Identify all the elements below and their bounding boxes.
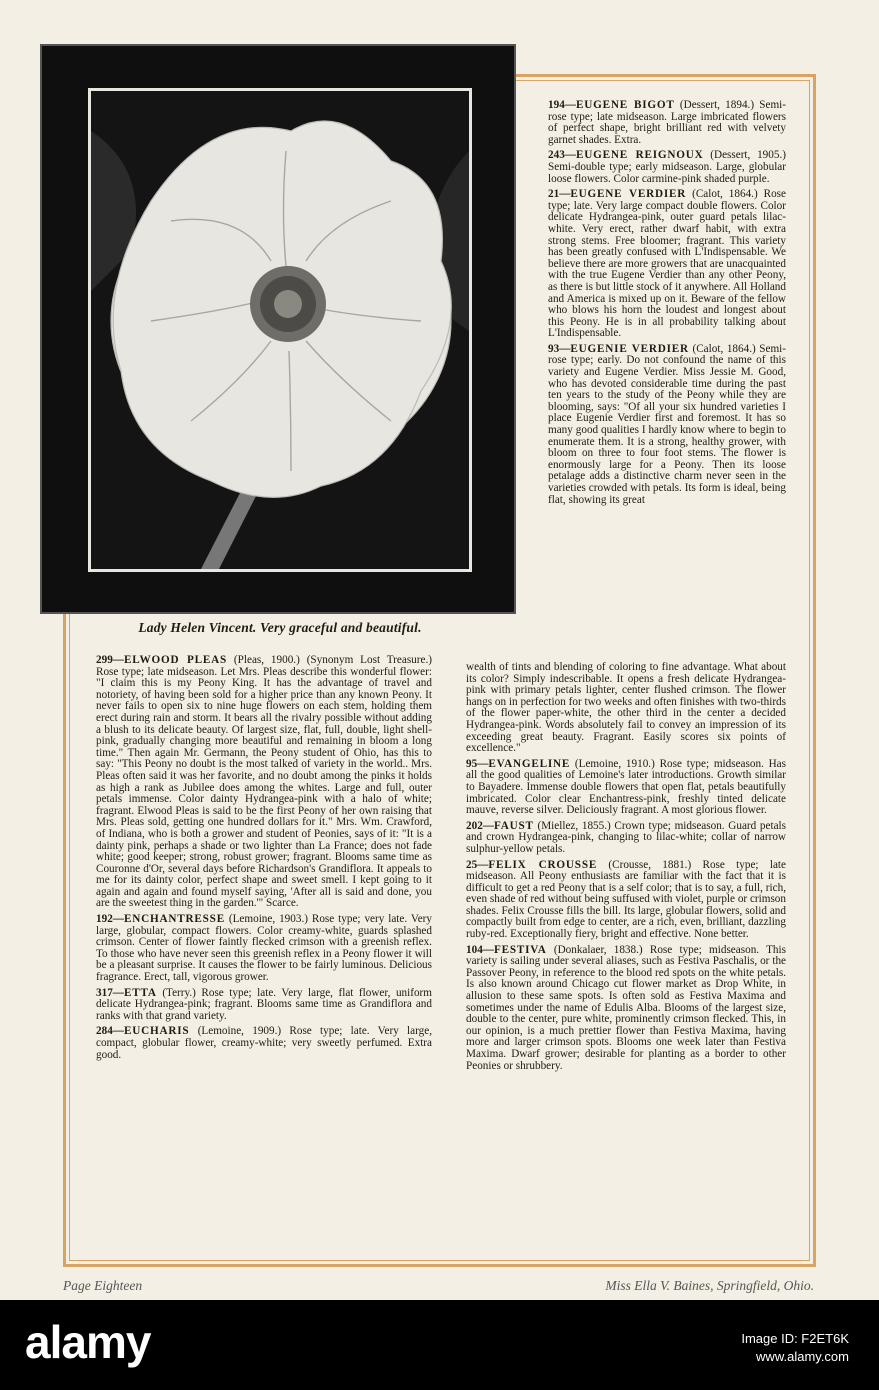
stock-image-info — [741, 1330, 849, 1366]
entry-enchantresse: 192—ENCHANTRESSE (Lemoine, 1903.) Rose type; very late. Very large, globular, compact flowers. Color creamy-white, guards splashed crimson. Center of flower faintly flecked crimson with a greenish reflex. To those who have never seen this greenish reflex in a Peony flower it will be a pleasant surprise. It causes the flower to be fairly luminous. Delicious fragrance. Erect, tall, vigorous grower. — [96, 913, 432, 984]
photo-caption: Lady Helen Vincent. Very graceful and beautiful. — [138, 620, 422, 635]
page-number: Page Eighteen — [63, 1278, 143, 1293]
stock-site: www.alamy.com — [756, 1349, 849, 1364]
right-column-bottom — [466, 662, 786, 1076]
entry-etta: 317—ETTA (Terry.) Rose type; late. Very large, flat flower, uniform delicate Hydrangea-pink; fragrant. Blooms same time as Grandiflora and ranks with that grand variety. — [96, 986, 432, 1022]
entry-eugene-reignoux: 243—EUGENE REIGNOUX (Dessert, 1905.) Semi-double type; early midseason. Large, globular loose flowers. Color carmine-pink shaded purple. — [548, 149, 786, 185]
entry-eucharis: 284—EUCHARIS (Lemoine, 1909.) Rose type; late. Very large, compact, globular flower, creamy-white; very sweetly perfumed. Extra good. — [96, 1025, 432, 1061]
right-column-top — [548, 100, 786, 510]
stock-image-id: Image ID: F2ET6K — [741, 1331, 849, 1346]
peony-photo — [40, 44, 516, 614]
peony-flower-illustration — [91, 91, 469, 569]
entry-eugenie-verdier: 93—EUGENIE VERDIER (Calot, 1864.) Semi-rose type; early. Do not confound the name of this variety and Eugene Verdier. Miss Jessie M. Good, who has devoted considerable time during the past ten years to the study of the Peony while they are blooming, says: "Of all your six hundred varieties I place Eugenie Verdier first and foremost. It has so many good qualities I hardly know where to begin to enumerate them. It is a strong, healthy grower, with bloom on three to four foot stems. The flower is enormously large for a Peony. Then its loose petalage adds a distinctive charm never seen in the varieties crowded with petals. Its form is ideal, being flat, showing its great — [548, 342, 786, 506]
entry-evangeline: 95—EVANGELINE (Lemoine, 1910.) Rose type; midseason. Has all the good qualities of Lemoine's later introductions. Growth similar to Bayadere. Immense double flowers that open flat, petals beautifully imbricated. Color clear Enchantress-pink, freshly tinted delicate mauve, reverse silver. Deliciously fragrant. A most glorious flower. — [466, 757, 786, 817]
entry-festiva: 104—FESTIVA (Donkalaer, 1838.) Rose type; midseason. This variety is sailing under several aliases, such as Festiva Paschalis, or the Passover Peony, in reference to the blood red spots on the white petals. Is also known around Chicago cut flower market as Drop White, in allusion to these same spots. Is often sold as Festiva Maxima and sometimes under the name of Edulis Alba. Blooms of the largest size, double to the center, pure white, prominently crimson flecked. This, in our opinion, is a much prettier flower than Festiva Maxima, having more and larger crimson spots. Blooms one week later than Festiva Maxima. Dwarf grower; desirable for planting as a border to other Peonies or shrubbery. — [466, 943, 786, 1072]
stock-brand-logo: alamy — [25, 1316, 151, 1368]
peony-photo-frame — [88, 88, 472, 572]
left-column — [96, 655, 432, 1065]
entry-faust: 202—FAUST (Miellez, 1855.) Crown type; midseason. Guard petals and crown Hydrangea-pink, changing to lilac-white; collar of narrow sulphur-yellow petals. — [466, 819, 786, 855]
entry-elwood-pleas: 299—ELWOOD PLEAS (Pleas, 1900.) (Synonym Lost Treasure.) Rose type; late midseason. Let Mrs. Pleas describe this wonderful flower: "I claim this is my Peony King. It has the advantage of travel and notoriety, of having been sold for a higher price than any known Peony. It never fails to open six to nine huge flowers on each stem, holding them erect during rain and storm. It bears all the rivalry possible without adding a blush to its delicate beauty. Of largest size, flat, full, double, light shell-pink, gradually changing more beautiful and remaining in bloom a long time." Then again Mr. Germann, the Peony student of Ohio, has this to say: "This Peony no doubt is the most talked of variety in the world.. Mrs. Pleas often said it was her favorite, and no doubt among the pinks it holds as high a rank as Jubilee does among the whites. Large and full, outer petals immense. Color dainty Hydrangea-pink with a halo of white; fragrant. Elwood Pleas is said to be the first Peony of her own raising that Mrs. Pleas sold, getting one hundred dollars for it." Mrs. Wm. Crawford, of Indiana, who is both a grower and student of Peonies, says of it: "It is a dainty pink, perhaps a shade or two lighter than La France; does not fade white; good keeper; strong, robust grower; fragrant. Blooms same time as Couronne d'Or, several days before Richardson's Grandiflora. It appeals to me for its dainty color, perfect shape and sweet smell. I kept going to it again and again and found myself saying, 'After all is said and done, you are the sweetest thing in the garden.'" Scarce. — [96, 654, 432, 910]
entry-felix-crousse: 25—FELIX CROUSSE (Crousse, 1881.) Rose type; late midseason. All Peony enthusiasts are familiar with the fact that it is difficult to get a red Peony that is a self color; that is to say, a full, rich, even shade of red without being suffused with violet, purple or crimson shades. Felix Crousse fills the bill. Its large, globular flowers, solid and compactly built from edge to center, are a rich, even, brilliant, dazzling ruby-red. Exceptionally fiery, bright and effective. None better. — [466, 858, 786, 941]
entry-eugenie-verdier-continued: wealth of tints and blending of coloring to fine advantage. What about its color? Simply indescribable. It opens a fresh delicate Hydrangea-pink with primary petals lighter, center flushed crimson. The flower hangs on in perfection for two weeks and often finishes with two-thirds of the flower paper-white, the other third in the center a decided Hydrangea-pink. Words absolutely fail to convey an impression of its exceeding great beauty. Fragrant. Easily scores six points of excellence." — [466, 661, 786, 755]
publisher-line: Miss Ella V. Baines, Springfield, Ohio. — [605, 1278, 814, 1293]
entry-eugene-verdier: 21—EUGENE VERDIER (Calot, 1864.) Rose type; late. Very large compact double flowers. Color delicate Hydrangea-pink, outer guard petals lilac-white. Very erect, rather dwarf habit, with extra strong stems. Free bloomer; fragrant. This variety has been greatly confused with L'Indispensable. We believe there are more growers that are unacquainted with the true Eugene Verdier than any other Peony, as there is but little stock of it anywhere. All Holland and America is mixed up on it. Beware of the fellow who blows his horn the loudest and longest about this Peony. He is in all probability talking about L'Indispensable. — [548, 188, 786, 340]
entry-eugene-bigot: 194—EUGENE BIGOT (Dessert, 1894.) Semi-rose type; late midseason. Large imbricated flowers of perfect shape, bright brilliant red with velvety garnet shades. Extra. — [548, 99, 786, 146]
